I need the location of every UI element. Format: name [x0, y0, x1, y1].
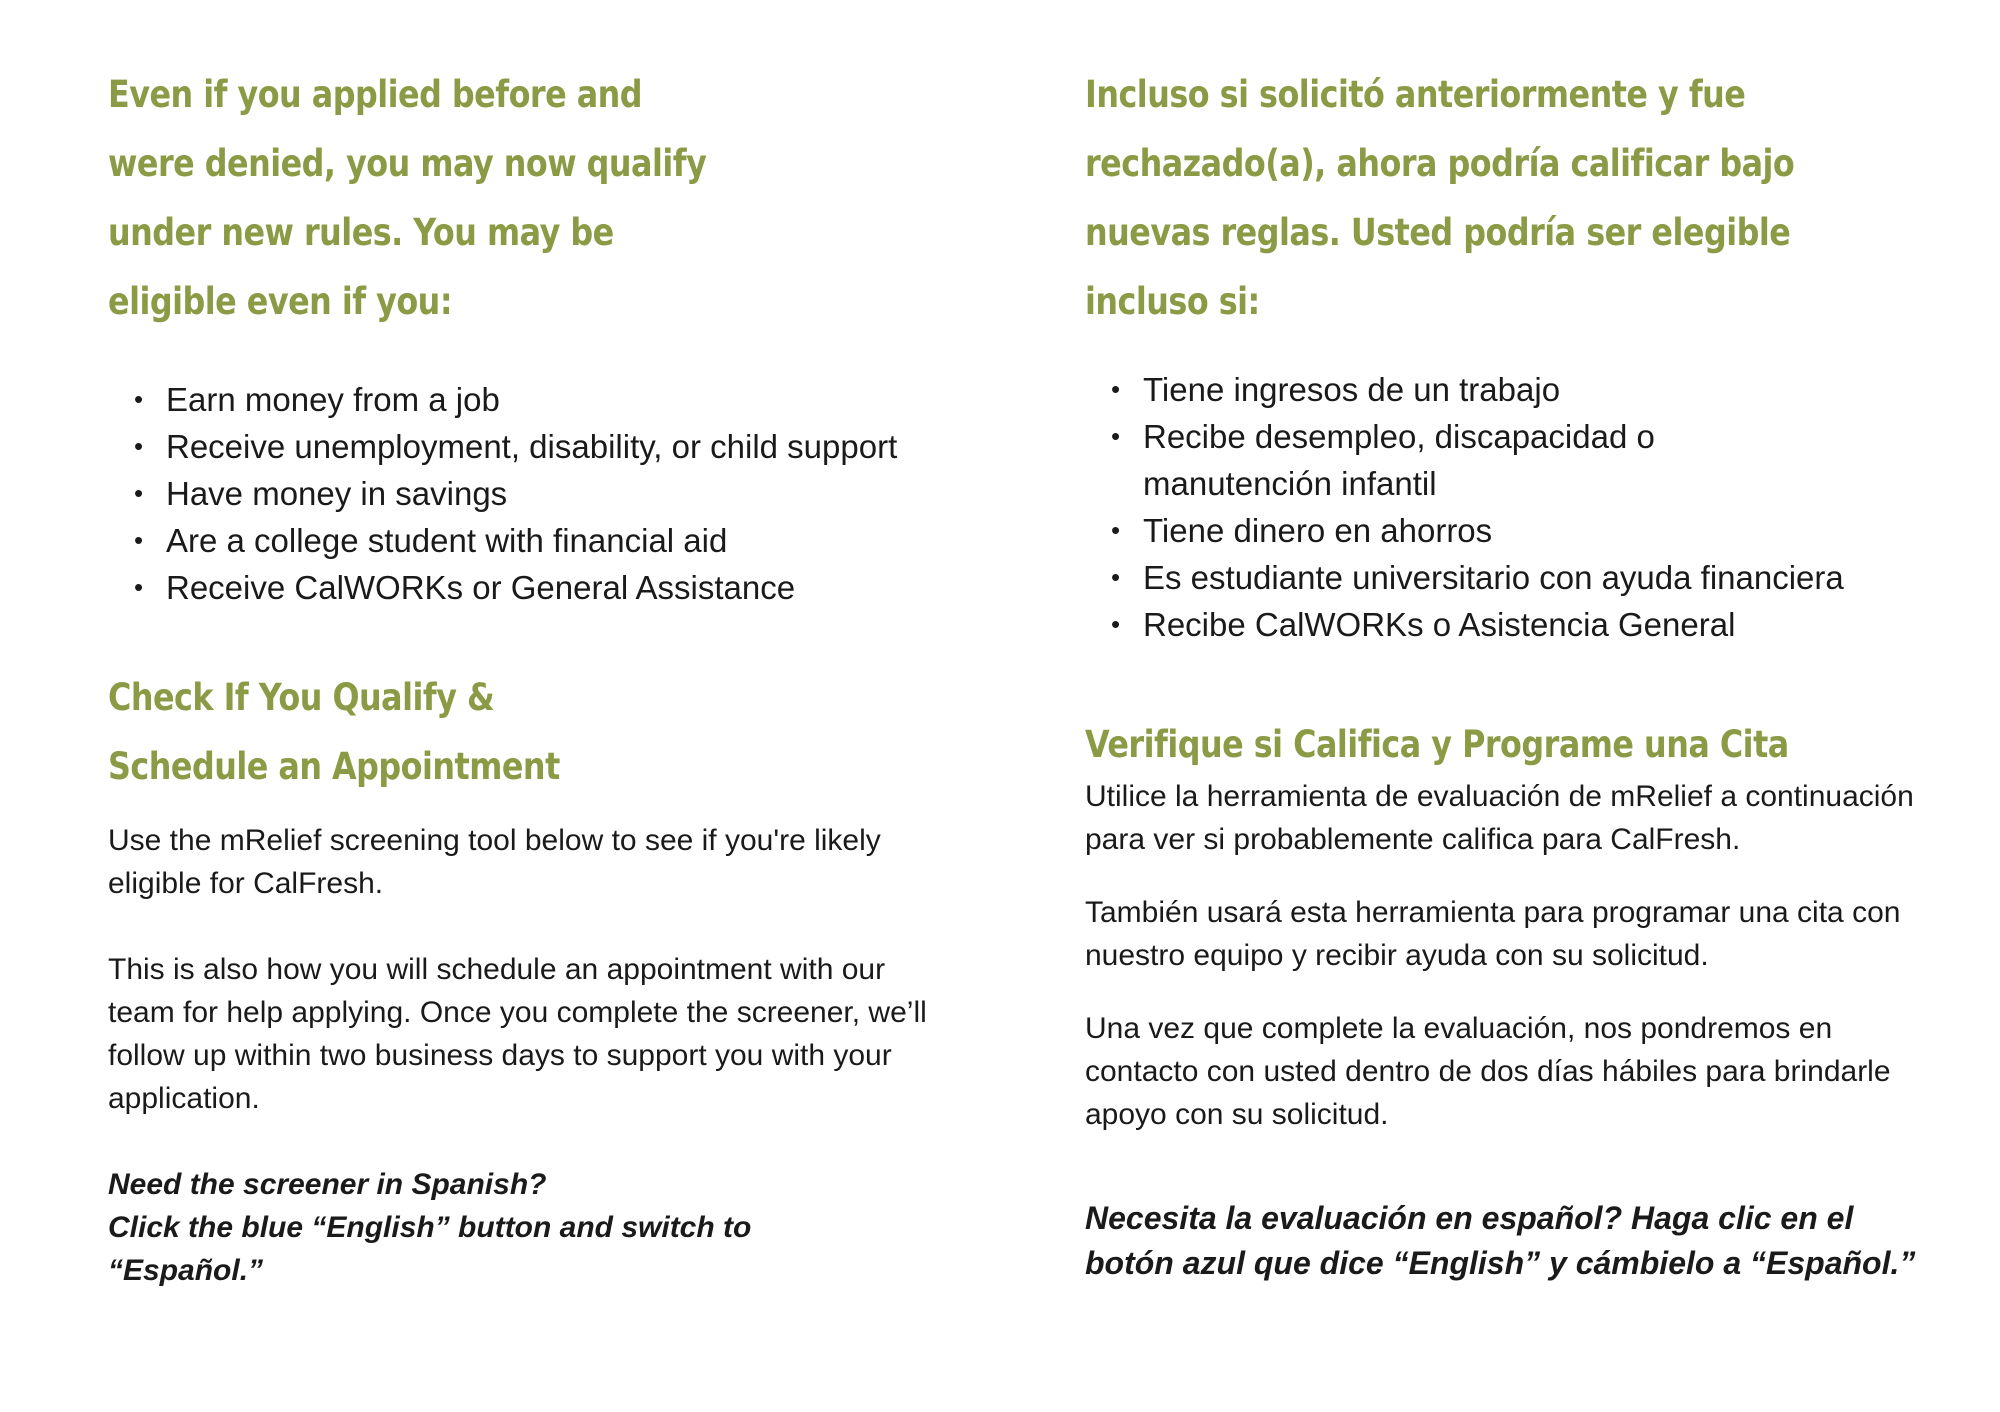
list-item: • Receive CalWORKs or General Assistance	[108, 564, 968, 611]
list-item: • Receive unemployment, disability, or child support	[108, 423, 926, 470]
spanish-eligibility-list	[1085, 366, 1965, 648]
english-check-heading: Check If You Qualify & Schedule an Appointment	[108, 676, 560, 788]
english-appointment-text: This is also how you will schedule an appointment with our team for help applying. Once you complete the screener, we’ll follow up within two business days to support you with your application.	[108, 953, 927, 1115]
list-item: • Tiene ingresos de un trabajo	[1085, 366, 1965, 413]
english-column	[108, 60, 968, 1292]
spanish-column	[1085, 60, 1965, 1286]
list-item: • Tiene dinero en ahorros	[1085, 507, 1965, 554]
spanish-appointment-text: También usará esta herramienta para programar una cita con nuestro equipo y recibir ayuda con su solicitud.	[1085, 896, 1901, 972]
spanish-screening-text: Utilice la herramienta de evaluación de mRelief a continuación para ver si probablemente califica para CalFresh.	[1085, 780, 1914, 856]
list-item: • Have money in savings	[108, 470, 968, 517]
list-item: • Recibe desempleo, discapacidad o manutención infantil	[1085, 413, 1783, 507]
english-eligibility-list	[108, 376, 968, 611]
english-screening-text: Use the mRelief screening tool below to see if you're likely eligible for CalFresh.	[108, 824, 881, 900]
spanish-intro-heading: Incluso si solicitó anteriormente y fue rechazado(a), ahora podría calificar bajo nuevas reglas. Usted podría ser elegible incluso si:	[1085, 73, 1795, 323]
english-spanish-note-line1: Need the screener in Spanish?	[108, 1168, 547, 1201]
spanish-followup-text: Una vez que complete la evaluación, nos pondremos en contacto con usted dentro de dos días hábiles para brindarle apoyo con su solicitud.	[1085, 1012, 1891, 1131]
spanish-check-heading: Verifique si Califica y Programe una Cita	[1085, 723, 1789, 766]
list-item: • Es estudiante universitario con ayuda financiera	[1085, 554, 1965, 601]
english-spanish-note-line2: Click the blue “English” button and switch to “Español.”	[108, 1211, 752, 1287]
list-item: • Earn money from a job	[108, 376, 968, 423]
english-intro-heading: Even if you applied before and were denied, you may now qualify under new rules. You may be eligible even if you:	[108, 73, 707, 323]
list-item: • Are a college student with financial aid	[108, 517, 968, 564]
english-spanish-note	[108, 1163, 888, 1292]
list-item: • Recibe CalWORKs o Asistencia General	[1085, 601, 1965, 648]
spanish-spanish-note: Necesita la evaluación en español? Haga clic en el botón azul que dice “English” y cámbielo a “Español.”	[1085, 1200, 1916, 1281]
